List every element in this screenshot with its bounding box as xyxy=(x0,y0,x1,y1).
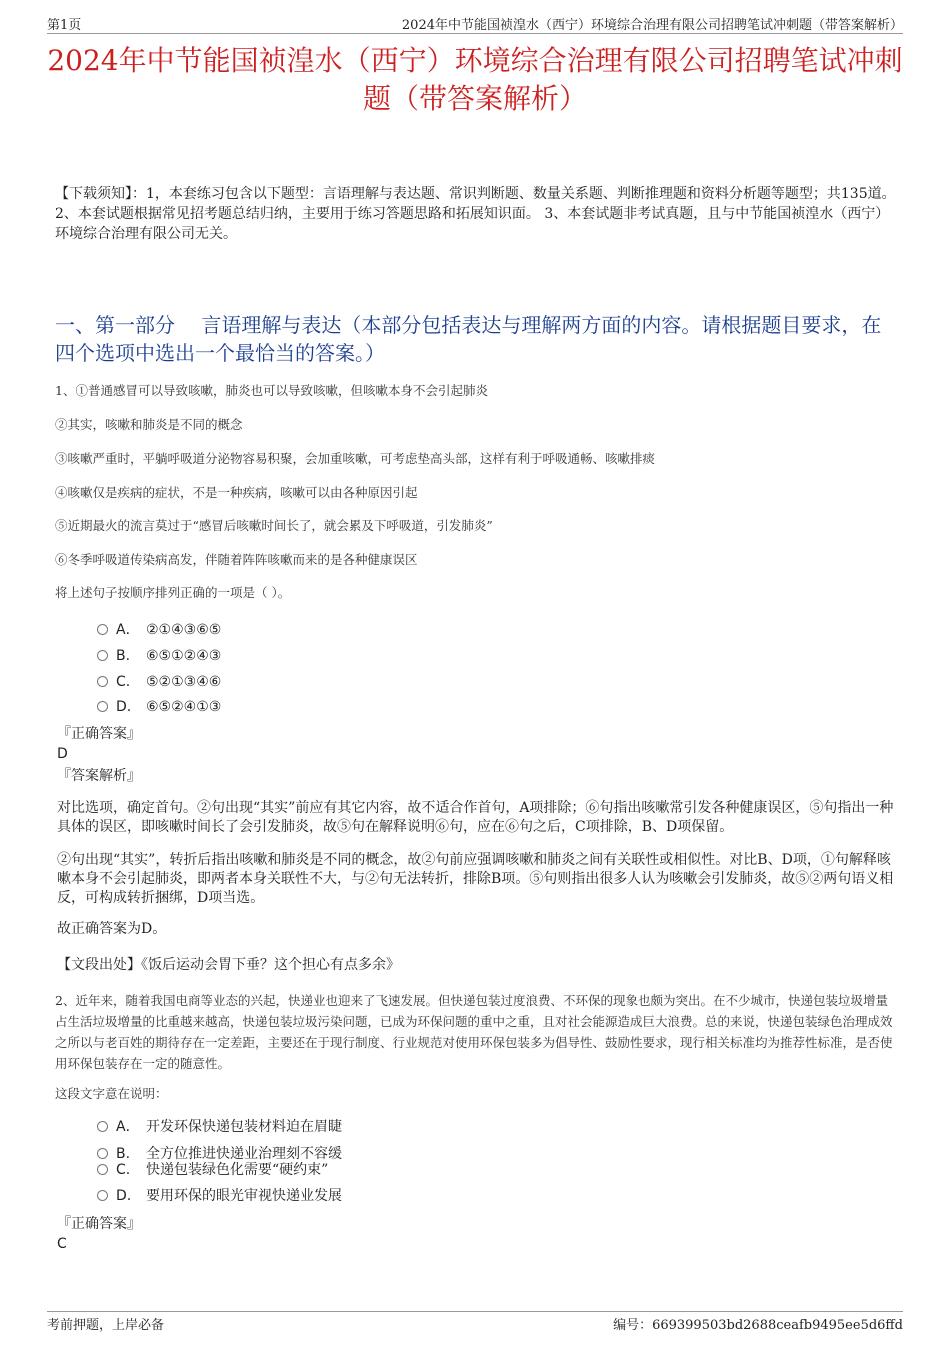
q2-answer-label: 『正确答案』 xyxy=(57,1216,141,1232)
footer-divider xyxy=(47,1311,903,1312)
q1-option-c[interactable] xyxy=(97,672,221,692)
radio-icon[interactable] xyxy=(97,1164,108,1175)
q1-analysis-label: 『答案解析』 xyxy=(57,768,141,784)
q1-line-4: ④咳嗽仅是疾病的症状，不是一种疾病，咳嗽可以由各种原因引起 xyxy=(55,485,418,500)
radio-icon[interactable] xyxy=(97,1148,108,1159)
option-letter: C. xyxy=(116,1162,131,1178)
header-divider xyxy=(47,33,903,34)
q1-line-3: ③咳嗽严重时，平躺呼吸道分泌物容易积聚，会加重咳嗽，可考虑垫高头部，这样有利于呼吸通畅、咳嗽排痰 xyxy=(55,451,656,466)
document-title: 2024年中节能国祯湟水（西宁）环境综合治理有限公司招聘笔试冲刺题（带答案解析） xyxy=(47,44,903,115)
radio-icon[interactable] xyxy=(97,1121,108,1132)
q1-line-1: 1、①普通感冒可以导致咳嗽，肺炎也可以导致咳嗽，但咳嗽本身不会引起肺炎 xyxy=(55,383,488,398)
q2-option-c[interactable] xyxy=(97,1160,328,1180)
q1-analysis-para-1: 对比选项，确定首句。②句出现“其实”前应有其它内容，故不适合作首句，A项排除；⑥句指出咳嗽常引发各种健康误区，⑤句指出一种具体的误区，即咳嗽时间长了会引发肺炎，故⑤句在解释说明⑥句，应在⑥句之后，C项排除，B、D项保留。 xyxy=(57,800,894,835)
q2-prompt: 这段文字意在说明： xyxy=(55,1086,168,1101)
option-text: ⑤②①③④⑥ xyxy=(146,674,222,690)
q1-option-b[interactable] xyxy=(97,646,221,666)
option-text: ⑥⑤②④①③ xyxy=(146,699,222,715)
section-heading: 一、第一部分 言语理解与表达（本部分包括表达与理解两方面的内容。请根据题目要求，在四个选项中选出一个最恰当的答案。） xyxy=(55,313,882,365)
option-text: 全方位推进快递业治理刻不容缓 xyxy=(146,1146,342,1162)
radio-icon[interactable] xyxy=(97,1190,108,1201)
download-notice: 【下载须知】：1，本套练习包含以下题型：言语理解与表达题、常识判断题、数量关系题、判断推理题和资料分析题等题型；共135道。 2、本套试题根据常见招考题总结归纳，主要用于练习答题思路和拓展知识面。 3、本套试题非考试真题，且与中节能国祯湟水（西宁）环境综合治理有限公司无关。 xyxy=(55,186,896,242)
radio-icon[interactable] xyxy=(97,701,108,712)
q1-line-6: ⑥冬季呼吸道传染病高发，伴随着阵阵咳嗽而来的是各种健康误区 xyxy=(55,552,418,567)
q1-answer: D xyxy=(57,746,68,762)
q1-source: 【文段出处】《饭后运动会胃下垂？这个担心有点多余》 xyxy=(57,957,400,973)
option-text: ②①④③⑥⑤ xyxy=(146,622,222,638)
footer-doc-id: 编号：669399503bd2688ceafb9495ee5d6ffd xyxy=(613,1318,903,1333)
option-letter: D. xyxy=(116,1188,132,1204)
q2-option-d[interactable] xyxy=(97,1186,342,1206)
option-letter: C. xyxy=(116,674,131,690)
option-letter: A． xyxy=(116,622,140,638)
page-number: 第1页 xyxy=(47,18,82,33)
radio-icon[interactable] xyxy=(97,650,108,661)
q2-answer: C xyxy=(57,1236,67,1252)
q1-option-d[interactable] xyxy=(97,697,221,717)
option-text: 开发环保快递包装材料迫在眉睫 xyxy=(146,1119,342,1135)
option-letter: B. xyxy=(116,1146,131,1162)
radio-icon[interactable] xyxy=(97,676,108,687)
q1-line-5: ⑤近期最火的流言莫过于“感冒后咳嗽时间长了，就会累及下呼吸道，引发肺炎” xyxy=(55,518,493,533)
option-letter: B. xyxy=(116,648,131,664)
option-text: 快递包装绿色化需要“硬约束” xyxy=(146,1162,329,1178)
q1-prompt: 将上述句子按顺序排列正确的一项是（ ）。 xyxy=(55,585,291,600)
q1-analysis-para-3: 故正确答案为D。 xyxy=(57,921,167,937)
option-text: ⑥⑤①②④③ xyxy=(146,648,222,664)
q1-option-a[interactable] xyxy=(97,620,221,640)
q1-line-2: ②其实，咳嗽和肺炎是不同的概念 xyxy=(55,417,243,432)
q1-analysis-para-2: ②句出现“其实”，转折后指出咳嗽和肺炎是不同的概念，故②句前应强调咳嗽和肺炎之间有关联性或相似性。对比B、D项，①句解释咳嗽本身不会引起肺炎，即两者本身关联性不大，与②句无法转折，排除B项。⑤句则指出很多人认为咳嗽会引发肺炎，故⑤②两句语义相反，可构成转折捆绑，D项当选。 xyxy=(57,852,894,906)
header-doc-title: 2024年中节能国祯湟水（西宁）环境综合治理有限公司招聘笔试冲刺题（带答案解析） xyxy=(401,18,903,33)
option-text: 要用环保的眼光审视快递业发展 xyxy=(146,1188,342,1204)
radio-icon[interactable] xyxy=(97,624,108,635)
q2-stem: 2、近年来，随着我国电商等业态的兴起，快递业也迎来了飞速发展。但快递包装过度浪费、不环保的现象也颇为突出。在不少城市，快递包装垃圾增量占生活垃圾增量的比重越来越高，快递包装垃圾污染问题，已成为环保问题的重中之重，且对社会能源造成巨大浪费。总的来说，快递包装绿色治理成效之所以与老百姓的期待存在一定差距，主要还在于现行制度、行业规范对使用环保包装多为倡导性、鼓励性要求，现行相关标准均为推荐性标准，是否使用环保包装存在一定的随意性。 xyxy=(55,993,893,1071)
option-letter: A． xyxy=(116,1119,140,1135)
footer-slogan: 考前押题，上岸必备 xyxy=(47,1318,165,1333)
q1-answer-label: 『正确答案』 xyxy=(57,726,141,742)
q2-option-a[interactable] xyxy=(97,1117,342,1137)
option-letter: D. xyxy=(116,699,132,715)
